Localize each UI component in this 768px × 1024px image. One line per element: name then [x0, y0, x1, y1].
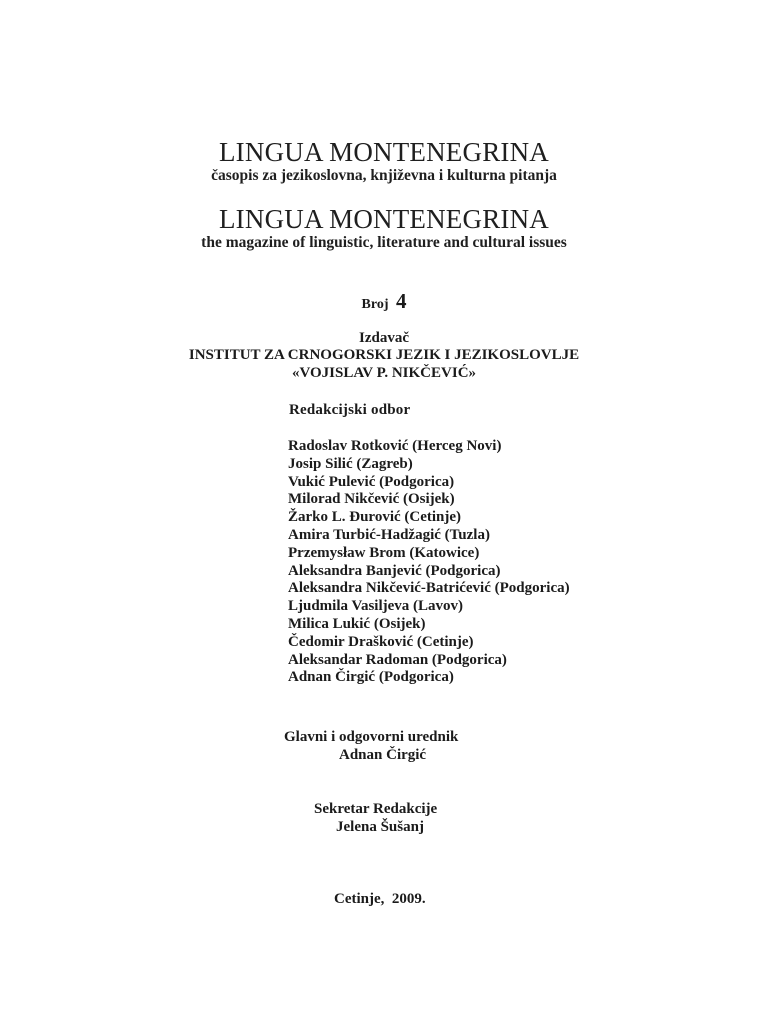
journal-title-local: LINGUA MONTENEGRINA	[218, 137, 549, 167]
journal-subtitle-local: časopis za jezikoslovna, književna i kulturna pitanja	[211, 167, 557, 184]
board-member: Przemysław Brom (Katowice)	[288, 544, 480, 561]
board-member: Radoslav Rotković (Herceg Novi)	[288, 438, 502, 454]
board-member: Aleksandra Banjević (Podgorica)	[288, 562, 501, 579]
editor-in-chief-label: Glavni i odgovorni urednik	[284, 729, 459, 745]
publisher-named-after: «VOJISLAV P. NIKČEVIĆ»	[291, 365, 477, 381]
board-member: Milica Lukić (Osijek)	[288, 615, 426, 632]
secretary-label: Sekretar Redakcije	[314, 801, 438, 817]
publisher-name: INSTITUT ZA CRNOGORSKI JEZIK I JEZIKOSLOVLJE	[188, 347, 580, 363]
editorial-board-list	[288, 438, 570, 687]
board-member: Ljudmila Vasiljeva (Lavov)	[288, 598, 464, 615]
board-member: Vukić Pulević (Podgorica)	[288, 473, 455, 490]
issue-line	[0, 289, 768, 314]
board-member: Milorad Nikčević (Osijek)	[288, 491, 455, 508]
issue-label: Broj	[361, 297, 389, 312]
board-member: Adnan Čirgić (Podgorica)	[288, 669, 454, 686]
editor-in-chief-name: Adnan Čirgić	[339, 747, 427, 763]
board-member: Josip Silić (Zagreb)	[288, 455, 413, 472]
board-member: Žarko L. Đurović (Cetinje)	[288, 509, 462, 526]
board-member: Aleksandar Radoman (Podgorica)	[288, 651, 507, 668]
secretary-name: Jelena Šušanj	[336, 819, 424, 835]
editorial-board-heading: Redakcijski odbor	[289, 402, 411, 418]
board-member: Čedomir Drašković (Cetinje)	[288, 633, 474, 650]
board-member: Amira Turbić-Hadžagić (Tuzla)	[288, 526, 490, 543]
journal-subtitle-english: the magazine of linguistic, literature and cultural issues	[201, 234, 567, 251]
imprint-place-year: Cetinje, 2009.	[334, 891, 426, 907]
publisher-label: Izdavač	[359, 330, 409, 346]
board-member: Aleksandra Nikčević-Batrićević (Podgorica)	[288, 580, 570, 597]
journal-title-english: LINGUA MONTENEGRINA	[218, 204, 549, 234]
issue-number: 4	[395, 289, 407, 313]
